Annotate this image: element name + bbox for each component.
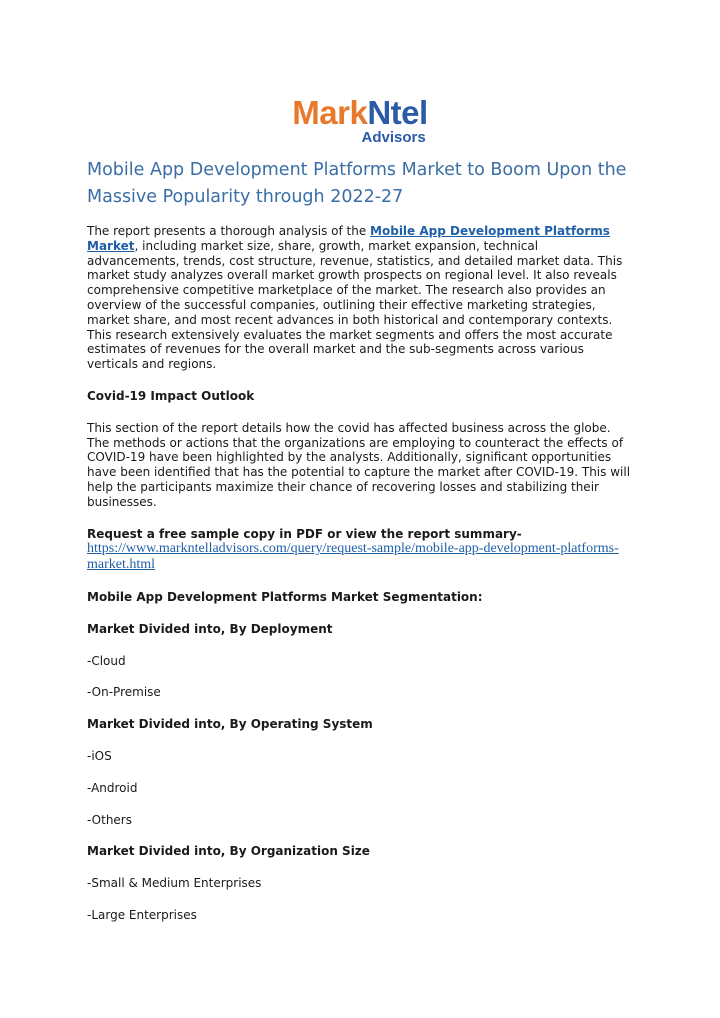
logo-wordmark	[292, 96, 427, 129]
segment-heading-deployment: Market Divided into, By Deployment	[87, 621, 333, 636]
request-sample-paragraph	[87, 527, 632, 573]
segment-item: -Cloud	[87, 653, 126, 668]
logo-ntel-text: Ntel	[367, 94, 428, 131]
intro-text-before: The report presents a thorough analysis of the	[87, 224, 371, 238]
company-logo	[0, 96, 720, 146]
covid-heading: Covid-19 Impact Outlook	[87, 388, 255, 403]
document-title: Mobile App Development Platforms Market to Boom Upon the Massive Popularity through 2022-27	[87, 160, 627, 207]
request-sample-label: Request a free sample copy in PDF or view the report summary-	[87, 526, 522, 541]
segment-heading-organization-size: Market Divided into, By Organization Size	[87, 844, 370, 859]
covid-paragraph: This section of the report details how the covid has affected business across the globe. The methods or actions that the organizations are employing to counteract the effects of COVID-19 have been highlighted by the analysts. Additionally, significant opportunities have been identified that has the potential to capture the market after COVID-19. This will help the participants maximize their chance of recovering losses and stabilizing their businesses.	[87, 420, 631, 509]
request-sample-link[interactable]: https://www.markntelladvisors.com/query/request-sample/mobile-app-development-platforms-market.html	[87, 541, 619, 573]
logo-mark-text: Mark	[292, 94, 368, 131]
document-body	[87, 224, 632, 940]
segmentation-section	[87, 590, 632, 923]
intro-paragraph	[87, 224, 632, 372]
segment-item: -Others	[87, 812, 132, 827]
segment-heading-operating-system: Market Divided into, By Operating System	[87, 717, 373, 732]
segment-item: -Large Enterprises	[87, 907, 197, 922]
segment-item: -iOS	[87, 748, 112, 763]
market-link[interactable]: Mobile App Development Platforms Market	[87, 224, 610, 253]
intro-text-after: , including market size, share, growth, market expansion, technical advancements, trends, cost structure, revenue, statistics, and detailed market data. This market study analyzes overall market growth prospects on regional level. It also reveals comprehensive competitive marketplace of the market. The research also provides an overview of the successful companies, outlining their effective marketing strategies, market share, and most recent advances in both historical and contemporary contexts. This research extensively evaluates the market segments and offers the most accurate estimates of revenues for the overall market and the sub-segments across various verticals and regions.	[87, 238, 623, 372]
segment-item: -Android	[87, 780, 138, 795]
segment-item: -Small & Medium Enterprises	[87, 876, 262, 891]
segment-item: -On-Premise	[87, 685, 161, 700]
logo-subtitle: Advisors	[361, 129, 426, 146]
segmentation-heading: Mobile App Development Platforms Market Segmentation:	[87, 589, 483, 604]
